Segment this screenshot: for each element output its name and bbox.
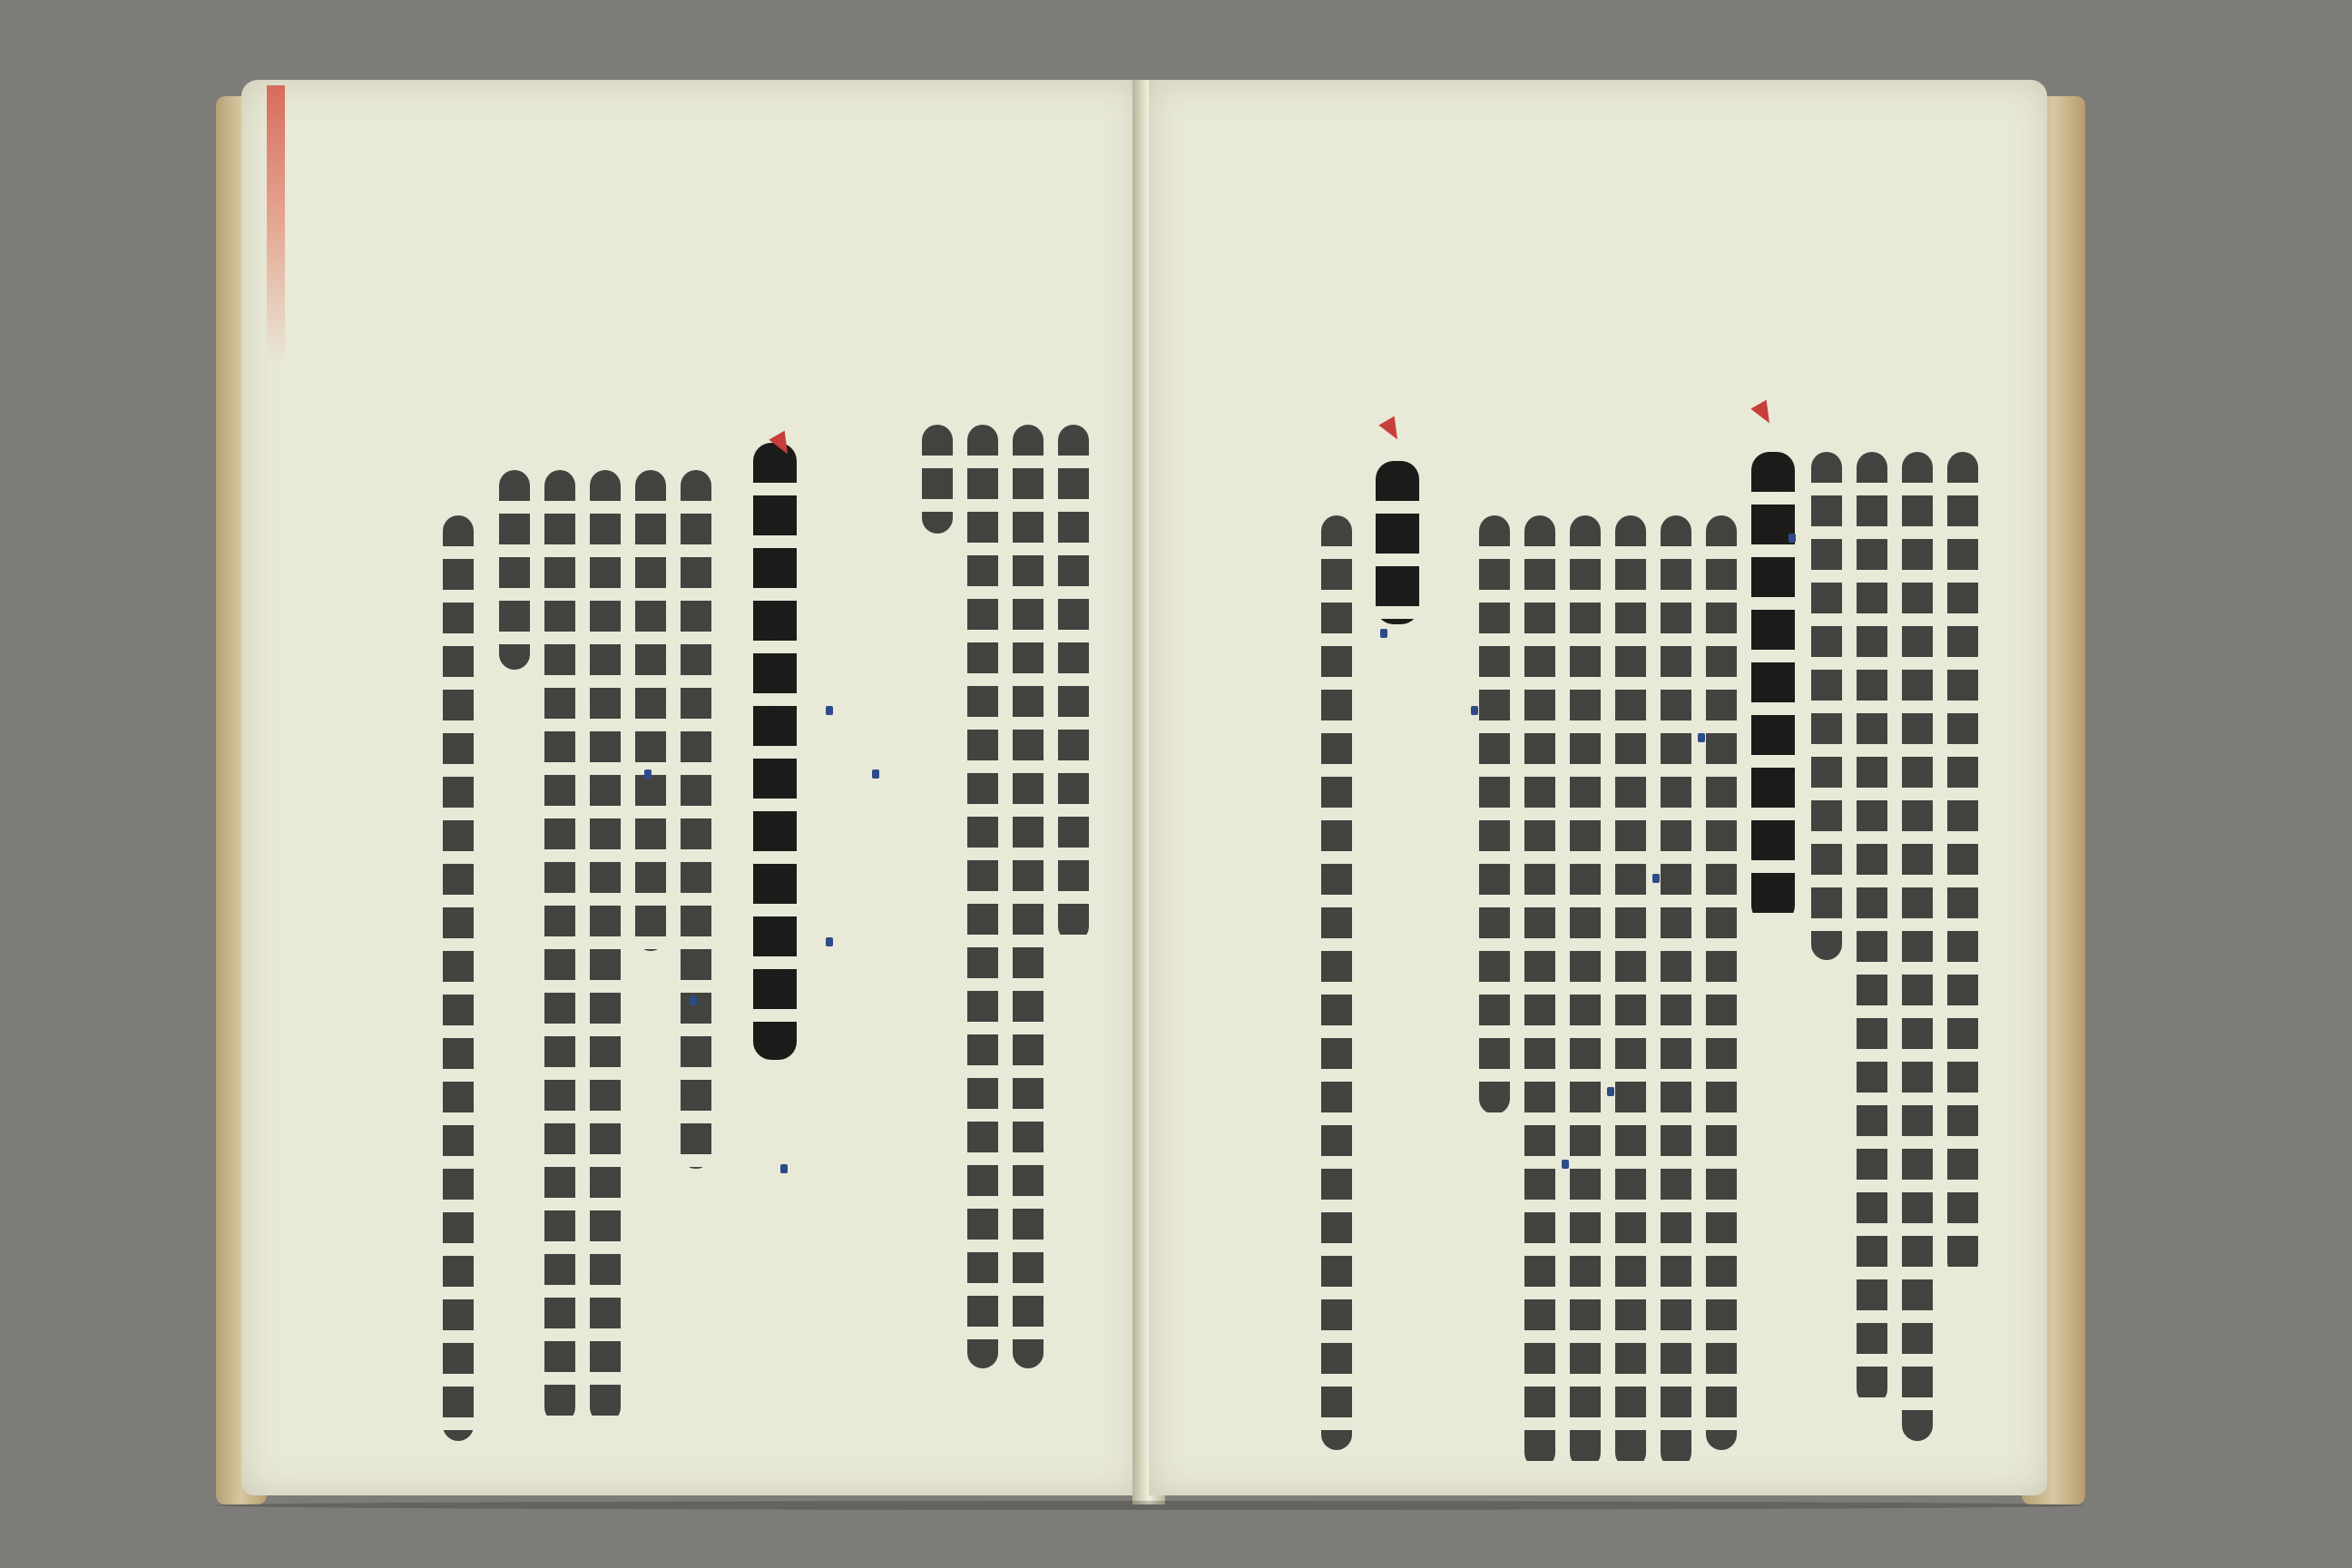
left-column-3 <box>967 425 998 1368</box>
blue-mark <box>644 769 652 779</box>
book-shadow <box>216 1501 2085 1510</box>
blue-mark <box>1652 874 1660 883</box>
blue-mark <box>1607 1087 1614 1096</box>
right-column-4 <box>1811 452 1842 960</box>
right-heading-column <box>1751 452 1795 924</box>
left-column-10 <box>443 515 474 1441</box>
left-page <box>241 80 1140 1495</box>
right-column-11 <box>1321 515 1352 1450</box>
left-red-edge <box>267 85 285 367</box>
right-column-9 <box>1524 515 1555 1468</box>
open-book <box>216 80 2085 1504</box>
left-column-2 <box>1013 425 1044 1368</box>
blue-mark <box>1562 1160 1569 1169</box>
blue-mark <box>780 1164 788 1173</box>
blue-mark <box>1471 706 1478 715</box>
left-column-9 <box>499 470 530 670</box>
right-column-5 <box>1706 515 1737 1450</box>
left-column-5 <box>681 470 711 1169</box>
right-marker <box>1750 400 1777 428</box>
right-column-10 <box>1479 515 1510 1114</box>
left-column-4 <box>922 425 953 534</box>
left-text-zone <box>904 425 1140 1377</box>
blue-mark <box>1380 629 1387 638</box>
left-column-1 <box>1058 425 1089 942</box>
right-column-6 <box>1661 515 1691 1468</box>
right-column-1 <box>1947 452 1978 1278</box>
blue-mark <box>872 769 879 779</box>
left-heading-column <box>753 443 797 1060</box>
blue-mark <box>690 996 697 1005</box>
right-column-2 <box>1902 452 1933 1441</box>
left-column-8 <box>544 470 575 1423</box>
blue-mark <box>1788 534 1796 543</box>
left-column-6 <box>635 470 666 951</box>
right-column-8 <box>1570 515 1601 1468</box>
right-marker-2 <box>1378 416 1405 445</box>
blue-mark <box>826 706 833 715</box>
left-column-7 <box>590 470 621 1423</box>
blue-mark <box>1698 733 1705 742</box>
right-column-7 <box>1615 515 1646 1468</box>
right-heading-2 <box>1376 461 1419 624</box>
right-page <box>1149 80 2047 1495</box>
blue-mark <box>826 937 833 946</box>
right-column-3 <box>1857 452 1887 1405</box>
